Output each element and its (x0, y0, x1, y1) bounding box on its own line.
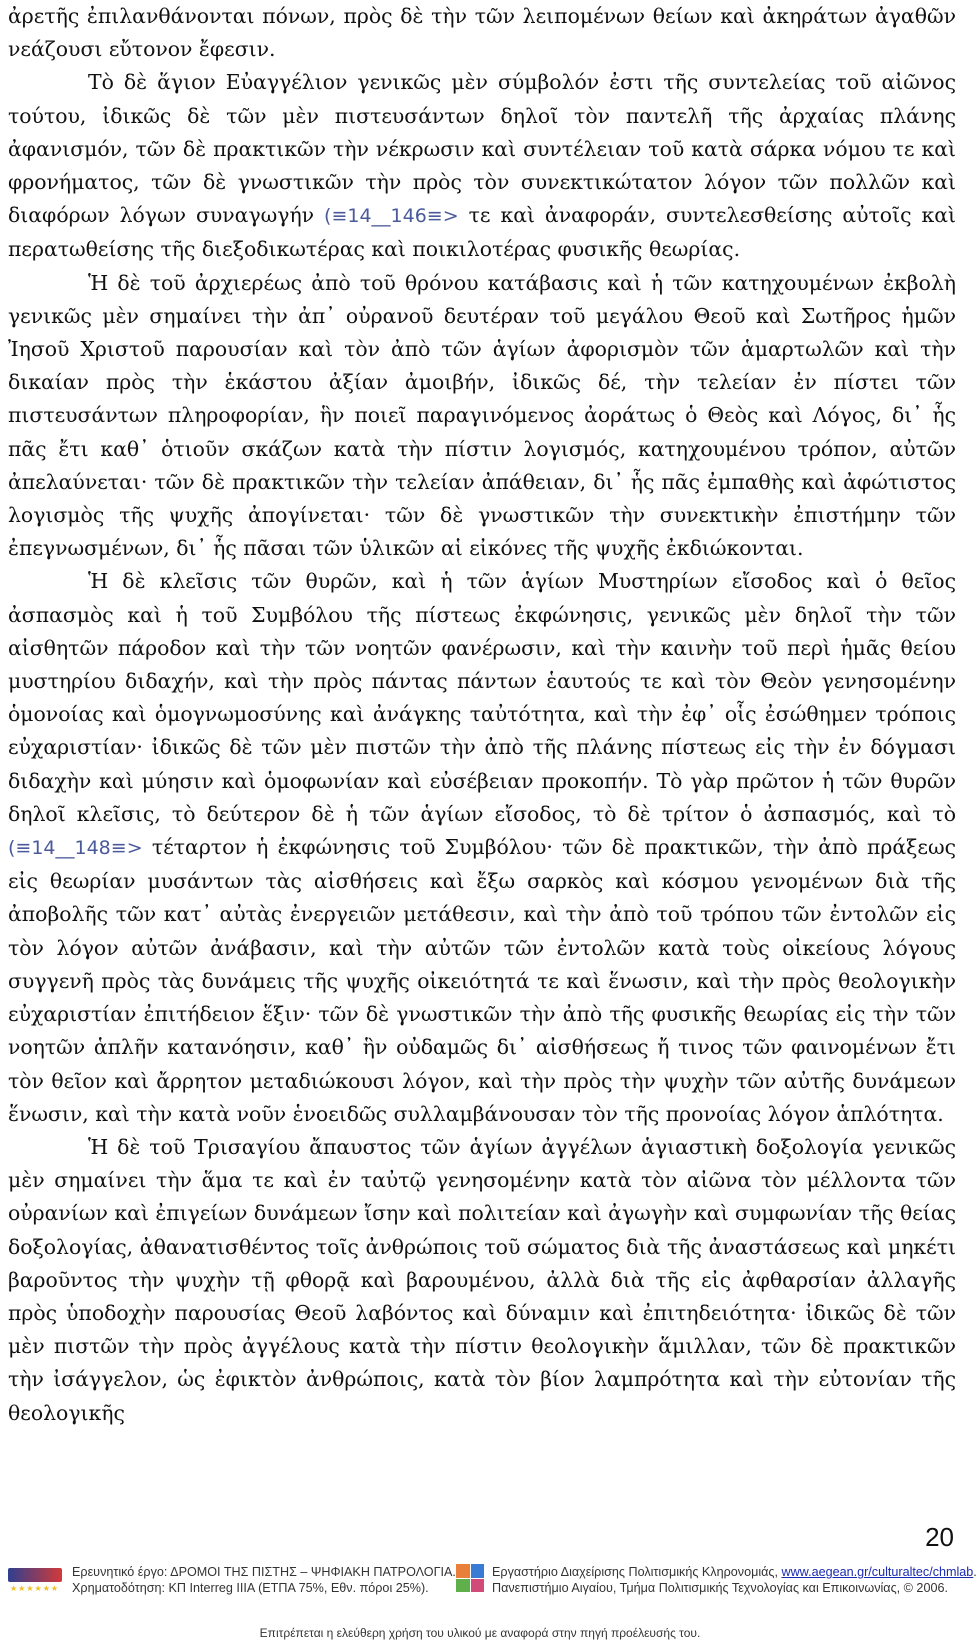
footer-funding-line: Χρηματοδότηση: ΚΠ Interreg IIIA (ΕΤΠΑ 75%, Εθν. πόροι 25%). (72, 1581, 429, 1595)
paragraph (8, 1131, 956, 1430)
paragraph-text: Τὸ δὲ ἅγιον Εὐαγγέλιον γενικῶς μὲν σύμβολόν ἐστι τῆς συντελείας τοῦ αἰῶνος τούτου, ἰδικῶς δὲ τῶν μὲν πιστευσάντων δηλοῖ τὸν παντελῆ τῆς ἀρχαίας πλάνης ἀφανισμόν, τῶν δὲ πρακτικῶν τὴν νέκρωσιν καὶ συντέλειαν τοῦ κατὰ σάρκα νόμου τε καὶ φρονήματος, τῶν δὲ γνωστικῶν τὴν πρὸς τὸν συνεκτικώτατον λόγον τῶν πολλῶν καὶ διαφόρων λόγων συναγωγήν (8, 70, 956, 228)
footer-project-line: Ερευνητικό έργο: ΔΡΟΜΟΙ ΤΗΣ ΠΙΣΤΗΣ – ΨΗΦΙΑΚΗ ΠΑΤΡΟΛΟΓΙΑ. (72, 1565, 456, 1579)
paragraph (8, 66, 956, 266)
paragraph (8, 565, 956, 1130)
paragraph-text: Ἡ δὲ κλεῖσις τῶν θυρῶν, καὶ ἡ τῶν ἁγίων Μυστηρίων εἴσοδος καὶ ὁ θεῖος ἀσπασμὸς καὶ ἡ τοῦ Συμβόλου τῆς πίστεως ἐκφώνησις, γενικῶς μὲν δηλοῖ τὴν τῶν αἰσθητῶν πάροδον καὶ τὴν τῶν νοητῶν φανέρωσιν, καὶ τὴν καινὴν τοῦ περὶ ἡμᾶς θείου μυστηρίου διδαχήν, καὶ τὴν πρὸς πάντας πάντων ἑαυτούς τε καὶ τὸν Θεὸν γενησομένην ὁμονοίας καὶ ὁμογνωμοσύνης καὶ ἀνάγκης ταὐτότητα, καὶ τὴν ἐφ᾽ οἷς ἐσώθημεν τρόποις εὐχαριστίαν· ἰδικῶς δὲ τῶν μὲν πιστῶν τὴν ἀπὸ τῆς πλάνης πίστεως εἰς τὴν ἐν δόγμασι διδαχὴν καὶ μύησιν καὶ ὁμοφωνίαν καὶ εὐσέβειαν προκοπήν. Τὸ γὰρ πρῶτον ἡ τῶν θυρῶν δηλοῖ κλεῖσις, τὸ δεύτερον δὲ ἡ τῶν ἁγίων εἴσοδος, τὸ δὲ τρίτον ὁ ἀσπασμός, καὶ τὸ (8, 569, 956, 826)
page-number: 20 (925, 1522, 954, 1552)
lab-website-link[interactable]: www.aegean.gr/culturaltec/chmlab (781, 1565, 974, 1579)
interreg-logo-icon: ★★★★★★ (8, 1564, 64, 1594)
paragraph (8, 0, 956, 66)
document-body (8, 0, 956, 1430)
footer-university-line: Πανεπιστήμιο Αιγαίου, Τμήμα Πολιτισμικής Τεχνολογίας και Επικοινωνίας, © 2006. (492, 1581, 948, 1595)
page-reference: (≡14__148≡> (8, 837, 143, 860)
paragraph-text: τέταρτον ἡ ἐκφώνησις τοῦ Συμβόλου· τῶν δὲ πρακτικῶν, τὴν ἀπὸ πράξεως εἰς θεωρίαν μυσάντων τὰς αἰσθήσεις καὶ ἔξω σαρκὸς καὶ κόσμου γενομένων διὰ τῆς ἀποβολῆς τῶν κατ᾽ αὐτὰς ἐνεργειῶν μετάθεσιν, καὶ τὴν ἀπὸ τοῦ τρόπου τῶν ἐντολῶν εἰς τὸν λόγον αὐτῶν ἀνάβασιν, καὶ τὴν αὐτῶν τῶν ἐντολῶν κατὰ τοὺς οἰκείους λόγους συγγενῆ πρὸς τὰς δυνάμεις τῆς ψυχῆς οἰκειότητά τε καὶ ἕνωσιν, καὶ τὴν πρὸς θεολογικὴν εὐχαριστίαν ἐπιτήδειον ἕξιν· τῶν δὲ γνωστικῶν τὴν ἀπὸ τῆς φυσικῆς θεωρίας εἰς τὴν τῶν νοητῶν ἁπλῆν κατανόησιν, καθ᾽ ἣν οὐδαμῶς δι᾽ αἰσθήσεως ἤ τινος τῶν φαινομένων ἔτι τὸν θεῖον καὶ ἄρρητον μεταδιώκουσι λόγον, καὶ τὴν πρὸς τὴν ψυχὴν τῶν αὐτῆς δυνάμεων ἕνωσιν, καὶ τὴν κατὰ νοῦν ἑνοειδῶς συλλαμβάνουσαν τὸν τῆς προνοίας λόγον ἁπλότητα. (8, 835, 956, 1126)
page-reference: (≡14__146≡> (324, 205, 459, 228)
aegean-lab-logo-icon (456, 1564, 484, 1592)
paragraph (8, 267, 956, 566)
paragraph-text: τε καὶ ἀναφοράν, συντελεσθείσης αὐτοῖς καὶ περατωθείσης τῆς διεξοδικωτέρας καὶ ποικιλοτέρας φυσικῆς θεωρίας. (8, 203, 956, 262)
footer-license-line: Επιτρέπεται η ελεύθερη χρήση του υλικού με αναφορά στην πηγή προέλευσής του. (259, 1626, 701, 1640)
footer-lab-line: Εργαστήριο Διαχείρισης Πολιτισμικής Κληρονομιάς, www.aegean.gr/culturaltec/chmlab. (492, 1565, 977, 1579)
footer-right (456, 1564, 977, 1596)
footer (0, 1556, 977, 1647)
footer-left (8, 1564, 456, 1596)
paragraph-text: ἀρετῆς ἐπιλανθάνονται πόνων, πρὸς δὲ τὴν τῶν λειπομένων θείων καὶ ἀκηράτων ἀγαθῶν νεάζουσι εὔτονον ἔφεσιν. (8, 4, 956, 62)
paragraph-text: Ἡ δὲ τοῦ ἀρχιερέως ἀπὸ τοῦ θρόνου κατάβασις καὶ ἡ τῶν κατηχουμένων ἐκβολὴ γενικῶς μὲν σημαίνει τὴν ἀπ᾽ οὐρανοῦ δευτέραν τοῦ μεγάλου Θεοῦ καὶ Σωτῆρος ἡμῶν Ἰησοῦ Χριστοῦ παρουσίαν καὶ τὸν ἀπὸ τῶν ἁγίων ἀφορισμὸν τῶν ἁμαρτωλῶν καὶ τὴν δικαίαν πρὸς τὴν ἑκάστου ἀξίαν ἀμοιβήν, ἰδικῶς δέ, τὴν τελείαν ἐν πίστει τῶν πιστευσάντων πληροφορίαν, ἣν ποιεῖ παραγινόμενος ἀοράτως ὁ Θεὸς καὶ Λόγος, δι᾽ ἧς πᾶς ἔτι καθ᾽ ὁτιοῦν σκάζων κατὰ τὴν πίστιν λογισμός, κατηχουμένου τρόπον, αὐτῶν ἀπελαύνεται· τῶν δὲ πρακτικῶν τὴν τελείαν ἀπάθειαν, δι᾽ ἧς πᾶς ἐμπαθὴς καὶ ἀφώτιστος λογισμὸς τῆς ψυχῆς ἀπογίνεται· τῶν δὲ γνωστικῶν τὴν συνεκτικὴν ἐπιστήμην τῶν ἐπεγνωσμένων, δι᾽ ἧς πᾶσαι τῶν ὑλικῶν αἱ εἰκόνες τῆς ψυχῆς ἐκδιώκονται. (8, 270, 956, 561)
paragraph-text: Ἡ δὲ τοῦ Τρισαγίου ἄπαυστος τῶν ἁγίων ἀγγέλων ἁγιαστικὴ δοξολογία γενικῶς μὲν σημαίνει τὴν ἅμα τε καὶ ἐν ταὐτῷ γενησομένην κατὰ τὸν αἰῶνα τὸν μέλλοντα τῶν οὐρανίων καὶ ἐπιγείων δυνάμεων ἴσην καὶ πολιτείαν καὶ ἀγωγὴν καὶ συμφωνίαν τῆς θείας δοξολογίας, ἀθανατισθέντος τοῖς ἀνθρώποις τοῦ σώματος διὰ τῆς ἀναστάσεως καὶ μηκέτι βαροῦντος τὴν ψυχὴν τῇ φθορᾷ καὶ βαρουμένου, ἀλλὰ διὰ τῆς εἰς ἀφθαρσίαν ἀλλαγῆς πρὸς ὑποδοχὴν παρουσίας Θεοῦ λαβόντος καὶ δύναμιν καὶ ἐπιτηδειότητα· ἰδικῶς δὲ τῶν μὲν πιστῶν τὴν πρὸς ἀγγέλους κατὰ τὴν πίστιν θεολογικὴν ἅμιλλαν, τῶν δὲ πρακτικῶν τὴν ἰσάγγελον, ὡς ἐφικτὸν ἀνθρώποις, κατὰ τὸν βίον λαμπρότητα καὶ τὴν εὐτονίαν τῆς θεολογικῆς (8, 1134, 956, 1425)
